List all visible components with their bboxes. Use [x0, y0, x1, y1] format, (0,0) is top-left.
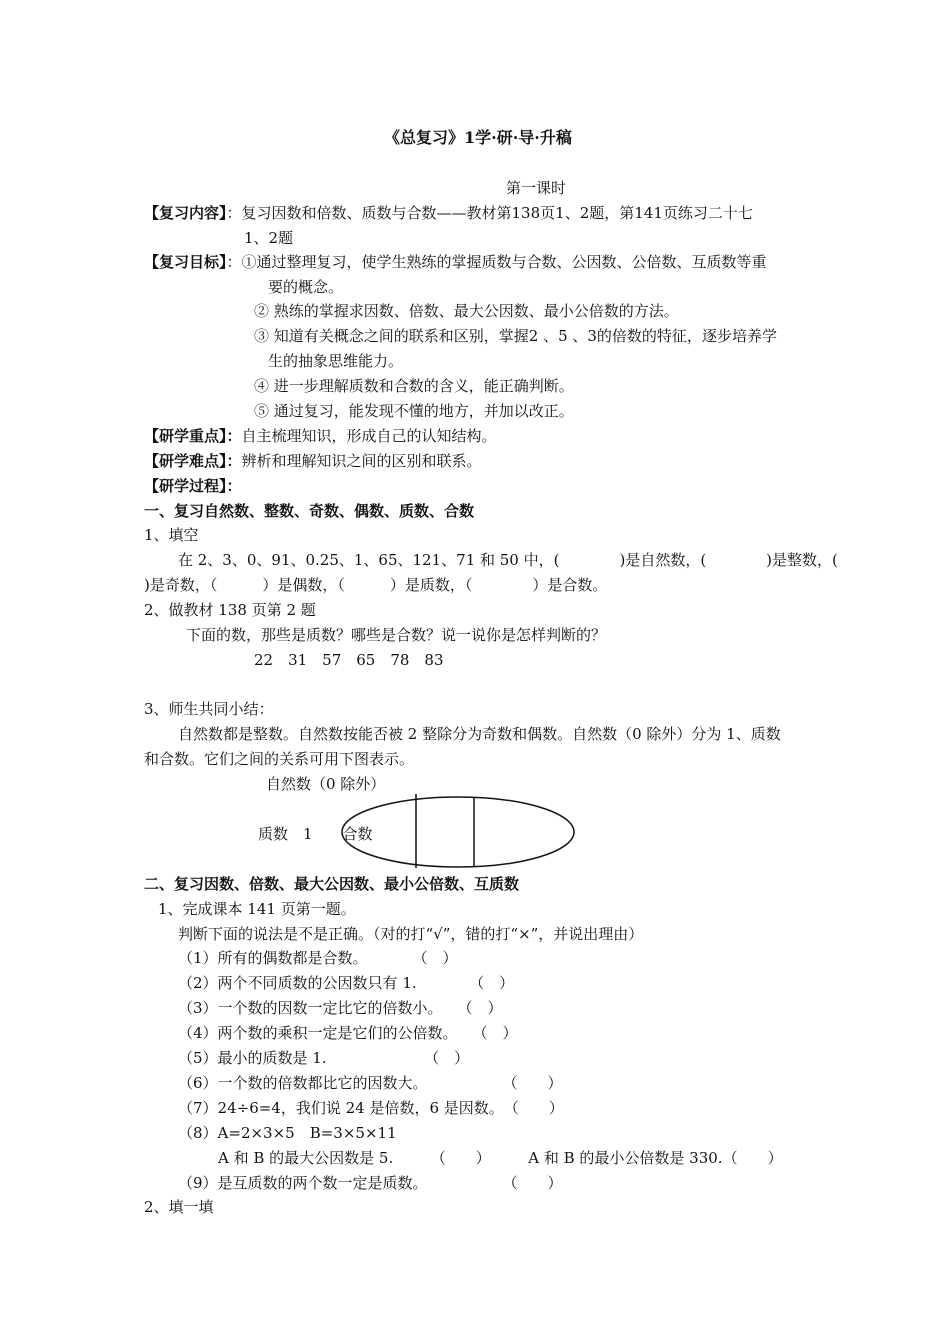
s1-q3: 3、师生共同小结： — [144, 700, 274, 718]
judge-item-3: （3）一个数的因数一定比它的倍数小。 （ ） — [178, 999, 503, 1017]
judge-item-5: （5）最小的质数是 1. （ ） — [178, 1049, 470, 1067]
study-focus-text: 自主梳理知识，形成自己的认知结构。 — [241, 427, 497, 445]
s1-q2: 2、做教材 138 页第 2 题 — [144, 601, 316, 619]
lesson-label: 第一课时 — [506, 179, 567, 197]
s1-q3-line1: 自然数都是整数。自然数按能否被 2 整除分为奇数和偶数。自然数（0 除外）分为 1、质数 — [178, 725, 781, 743]
s2-q1: 1、完成课本 141 页第一题。 — [158, 900, 356, 918]
section-1-heading: 一、复习自然数、整数、奇数、偶数、质数、合数 — [144, 502, 475, 520]
s1-q1-line2: )是奇数，（ ）是偶数，（ ）是质数，（ ）是合数。 — [144, 576, 608, 594]
goal-2: ② 熟练的掌握求因数、倍数、最大公因数、最小公倍数的方法。 — [254, 302, 679, 320]
judge-item-4: （4）两个数的乘积一定是它们的公倍数。 （ ） — [178, 1024, 518, 1042]
s1-q1: 1、填空 — [144, 526, 199, 544]
study-difficulty-text: 辨析和理解知识之间的区别和联系。 — [241, 452, 482, 470]
review-content-cont: 1、2题 — [244, 229, 294, 247]
s2-q2: 2、填一填 — [144, 1198, 214, 1216]
goal-4: ④ 进一步理解质数和合数的含义，能正确判断。 — [254, 377, 574, 395]
s1-q2-instr: 下面的数，那些是质数？哪些是合数？说一说你是怎样判断的？ — [186, 626, 607, 644]
review-content-label: 【复习内容】 — [144, 204, 227, 222]
goal-1-cont: 要的概念。 — [268, 278, 344, 296]
judge-item-8-sub: A 和 B 的最大公因数是 5. （ ） A 和 B 的最小公倍数是 330.（ ） — [218, 1149, 783, 1167]
study-difficulty — [144, 451, 482, 471]
judge-item-6: （6）一个数的倍数都比它的因数大。 （ ） — [178, 1074, 563, 1092]
judge-item-1: （1）所有的偶数都是合数。 （ ） — [178, 949, 458, 967]
s1-q3-line2: 和合数。它们之间的关系可用下图表示。 — [144, 750, 415, 768]
s1-q1-line1: 在 2、3、0、91、0.25、1、65、121、71 和 50 中，( )是自然数，( )是整数，( — [178, 551, 838, 569]
review-content-text: ：复习因数和倍数、质数与合数——教材第138页1、2题，第141页练习二十七 — [226, 204, 753, 222]
study-focus — [144, 426, 497, 446]
goal-5: ⑤ 通过复习，能发现不懂的地方，并加以改正。 — [254, 402, 574, 420]
study-difficulty-label: 【研学难点】： — [144, 452, 242, 470]
study-focus-label: 【研学重点】： — [144, 427, 242, 445]
review-goals-label: 【复习目标】 — [144, 253, 227, 271]
judge-item-2: （2）两个不同质数的公因数只有 1. （ ） — [178, 974, 515, 992]
review-goals — [144, 252, 767, 272]
judge-item-9: （9）是互质数的两个数一定是质数。 （ ） — [178, 1174, 563, 1192]
s2-instructions: 判断下面的说法是不是正确。（对的打“√”，错的打“×”，并说出理由） — [178, 925, 644, 943]
natural-number-diagram — [340, 790, 580, 870]
review-content — [144, 203, 753, 223]
section-2-heading: 二、复习因数、倍数、最大公因数、最小公倍数、互质数 — [144, 875, 520, 893]
page-title: 《总复习》1学·研·导·升稿 — [384, 128, 572, 147]
judge-item-7: （7）24÷6=4，我们说 24 是倍数，6 是因数。 （ ） — [178, 1099, 564, 1117]
diagram-top-label: 自然数（0 除外） — [266, 775, 386, 793]
goal-3-cont: 生的抽象思维能力。 — [268, 352, 404, 370]
goal-1: ：①通过整理复习，使学生熟练的掌握质数与合数、公因数、公倍数、互质数等重 — [226, 253, 767, 271]
goal-3: ③ 知道有关概念之间的联系和区别，掌握2 、5 、3的倍数的特征，逐步培养学 — [254, 327, 777, 345]
judge-item-8: （8）A=2×3×5 B=3×5×11 — [178, 1124, 397, 1142]
diagram-ellipse — [342, 797, 574, 867]
s1-q2-numbers: 22 31 57 65 78 83 — [254, 651, 444, 669]
study-process-label: 【研学过程】： — [144, 477, 242, 495]
diagram-labels: 质数 1 合数 — [258, 825, 373, 843]
